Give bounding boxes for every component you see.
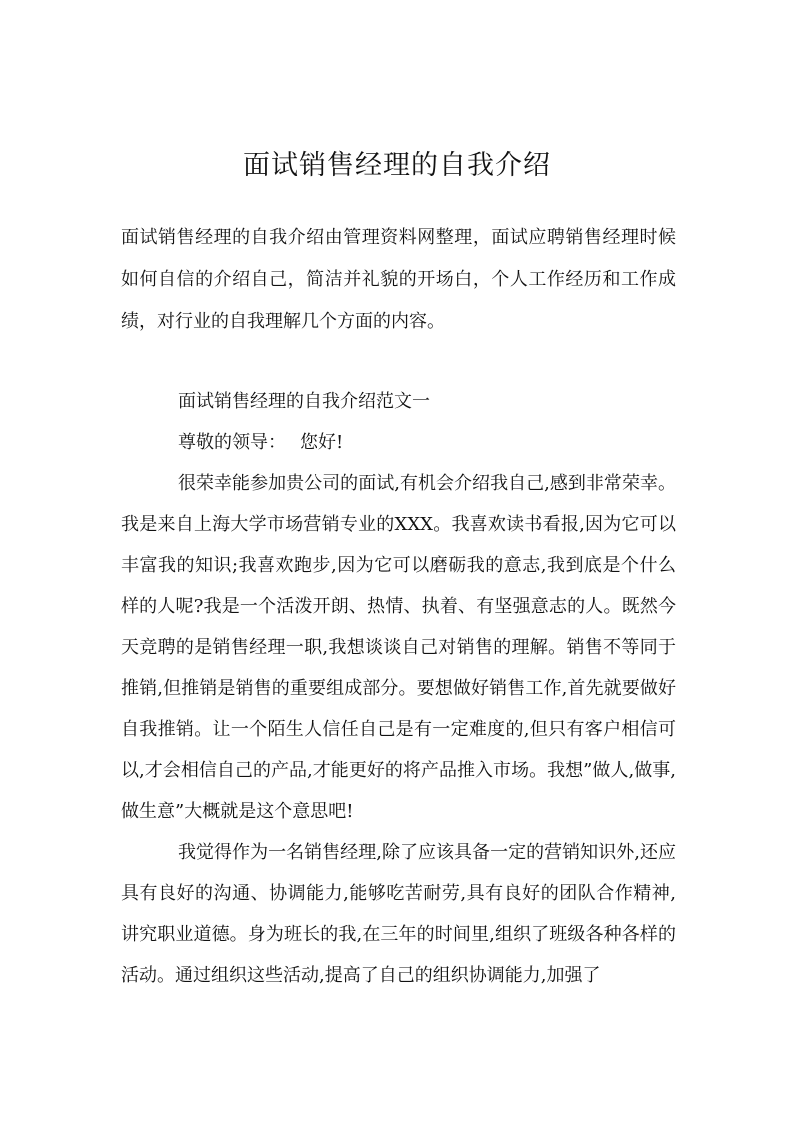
document-title: 面试销售经理的自我介绍 — [243, 150, 551, 181]
sample-section — [121, 381, 676, 996]
salutation: 尊敬的领导： — [178, 432, 286, 453]
body-paragraph-2: 我觉得作为一名销售经理,除了应该具备一定的营销知识外,还应具有良好的沟通、协调能力,能够吃苦耐劳,具有良好的团队合作精神,讲究职业道德。身为班长的我,在三年的时间里,组织了班级各种各样的活动。通过组织这些活动,提高了自己的组织协调能力,加强了 — [121, 842, 676, 986]
sample-heading: 面试销售经理的自我介绍范文一 — [178, 391, 430, 412]
intro-paragraph: 面试销售经理的自我介绍由管理资料网整理，面试应聘销售经理时候如何自信的介绍自己，简洁并礼貌的开场白，个人工作经历和工作成绩，对行业的自我理解几个方面的内容。 — [121, 227, 676, 332]
salutation-line — [121, 422, 676, 463]
greeting: 您好! — [300, 432, 344, 453]
body-paragraph-1: 很荣幸能参加贵公司的面试,有机会介绍我自己,感到非常荣幸。我是来自上海大学市场营销专业的XXX。我喜欢读书看报,因为它可以丰富我的知识;我喜欢跑步,因为它可以磨砺我的意志,我到底是个什么样的人呢?我是一个活泼开朗、热情、执着、有坚强意志的人。既然今天竞聘的是销售经理一职,我想谈谈自己对销售的理解。销售不等同于推销,但推销是销售的重要组成部分。要想做好销售工作,首先就要做好自我推销。让一个陌生人信任自己是有一定难度的,但只有客户相信可以,才会相信自己的产品,才能更好的将产品推入市场。我想”做人,做事,做生意”大概就是这个意思吧! — [121, 473, 676, 822]
